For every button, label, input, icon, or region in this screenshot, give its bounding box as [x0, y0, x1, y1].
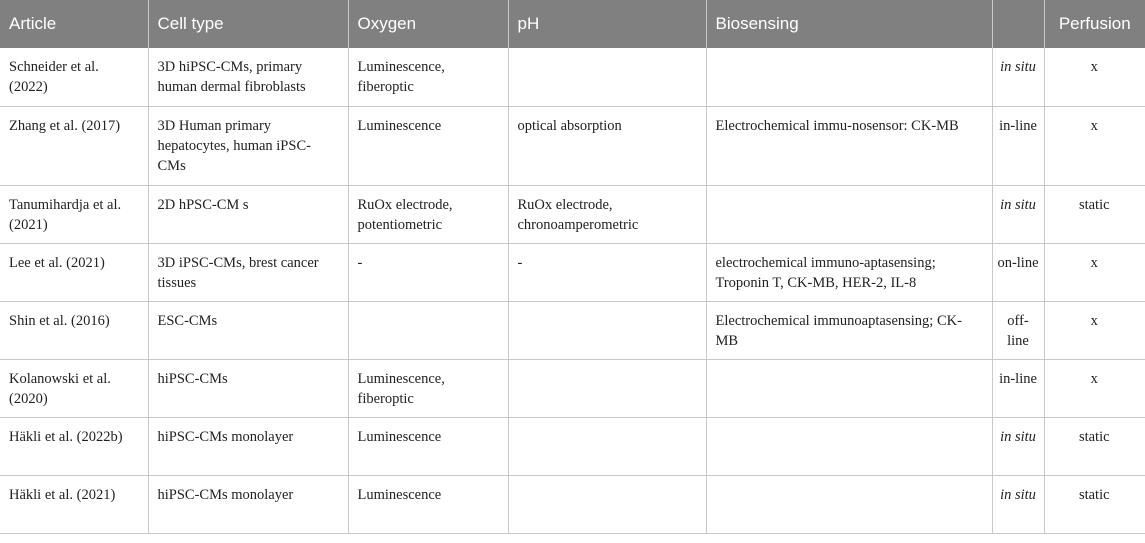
cell-ph [508, 359, 706, 417]
cell-article: Häkli et al. (2021) [0, 475, 148, 533]
cell-ph: RuOx electrode, chronoamperometric [508, 185, 706, 243]
cell-article: Kolanowski et al. (2020) [0, 359, 148, 417]
cell-cell-type: 3D iPSC-CMs, brest cancer tissues [148, 243, 348, 301]
cell-article: Lee et al. (2021) [0, 243, 148, 301]
cell-article: Häkli et al. (2022b) [0, 417, 148, 475]
cell-ph [508, 475, 706, 533]
table-row [0, 185, 1145, 243]
cell-detail: on-line [992, 243, 1044, 301]
header-biosensing: Biosensing [706, 0, 992, 48]
table-row [0, 301, 1145, 359]
header-cell-type: Cell type [148, 0, 348, 48]
cell-oxygen: Luminescence, fiberoptic [348, 48, 508, 106]
header-row [0, 0, 1145, 48]
header-ph: pH [508, 0, 706, 48]
cell-ph [508, 301, 706, 359]
cell-oxygen: Luminescence, fiberoptic [348, 359, 508, 417]
cell-detail: in situ [992, 417, 1044, 475]
header-oxygen: Oxygen [348, 0, 508, 48]
cell-biosensing: electrochemical immuno-aptasensing; Troponin T, CK-MB, HER-2, IL-8 [706, 243, 992, 301]
header-perfusion: Perfusion [1044, 0, 1145, 48]
cell-ph: - [508, 243, 706, 301]
header-article: Article [0, 0, 148, 48]
cell-oxygen: Luminescence [348, 475, 508, 533]
cell-article: Shin et al. (2016) [0, 301, 148, 359]
table-row [0, 475, 1145, 533]
cell-cell-type: hiPSC-CMs [148, 359, 348, 417]
cell-oxygen: Luminescence [348, 417, 508, 475]
header-detail [992, 0, 1044, 48]
cell-cell-type: 3D Human primary hepatocytes, human iPSC-CMs [148, 106, 348, 185]
table-row [0, 243, 1145, 301]
cell-perfusion: static [1044, 475, 1145, 533]
cell-biosensing [706, 359, 992, 417]
cell-detail: in situ [992, 48, 1044, 106]
cell-biosensing: Electrochemical immunoaptasensing; CK-MB [706, 301, 992, 359]
table-row [0, 359, 1145, 417]
cell-detail: in-line [992, 106, 1044, 185]
cell-cell-type: ESC-CMs [148, 301, 348, 359]
table-row [0, 106, 1145, 185]
cell-biosensing: Electrochemical immu-nosensor: CK-MB [706, 106, 992, 185]
cell-perfusion: static [1044, 417, 1145, 475]
cell-cell-type: hiPSC-CMs monolayer [148, 475, 348, 533]
cell-ph: optical absorption [508, 106, 706, 185]
table-row [0, 48, 1145, 106]
cell-perfusion: static [1044, 185, 1145, 243]
cell-article: Zhang et al. (2017) [0, 106, 148, 185]
cell-cell-type: 2D hPSC-CM s [148, 185, 348, 243]
cell-detail: in-line [992, 359, 1044, 417]
cell-article: Tanumihardja et al. (2021) [0, 185, 148, 243]
cell-perfusion: x [1044, 48, 1145, 106]
cell-biosensing [706, 417, 992, 475]
cell-perfusion: x [1044, 359, 1145, 417]
cell-perfusion: x [1044, 243, 1145, 301]
cell-detail: in situ [992, 475, 1044, 533]
cell-biosensing [706, 185, 992, 243]
cell-oxygen: Luminescence [348, 106, 508, 185]
cell-perfusion: x [1044, 301, 1145, 359]
cell-cell-type: hiPSC-CMs monolayer [148, 417, 348, 475]
cell-detail: in situ [992, 185, 1044, 243]
cell-biosensing [706, 48, 992, 106]
cell-oxygen [348, 301, 508, 359]
cell-ph [508, 48, 706, 106]
table-row [0, 417, 1145, 475]
cell-oxygen: RuOx electrode, potentiometric [348, 185, 508, 243]
cell-article: Schneider et al. (2022) [0, 48, 148, 106]
cell-ph [508, 417, 706, 475]
cell-biosensing [706, 475, 992, 533]
cell-oxygen: - [348, 243, 508, 301]
cell-cell-type: 3D hiPSC-CMs, primary human dermal fibroblasts [148, 48, 348, 106]
cell-perfusion: x [1044, 106, 1145, 185]
cell-detail: off-line [992, 301, 1044, 359]
